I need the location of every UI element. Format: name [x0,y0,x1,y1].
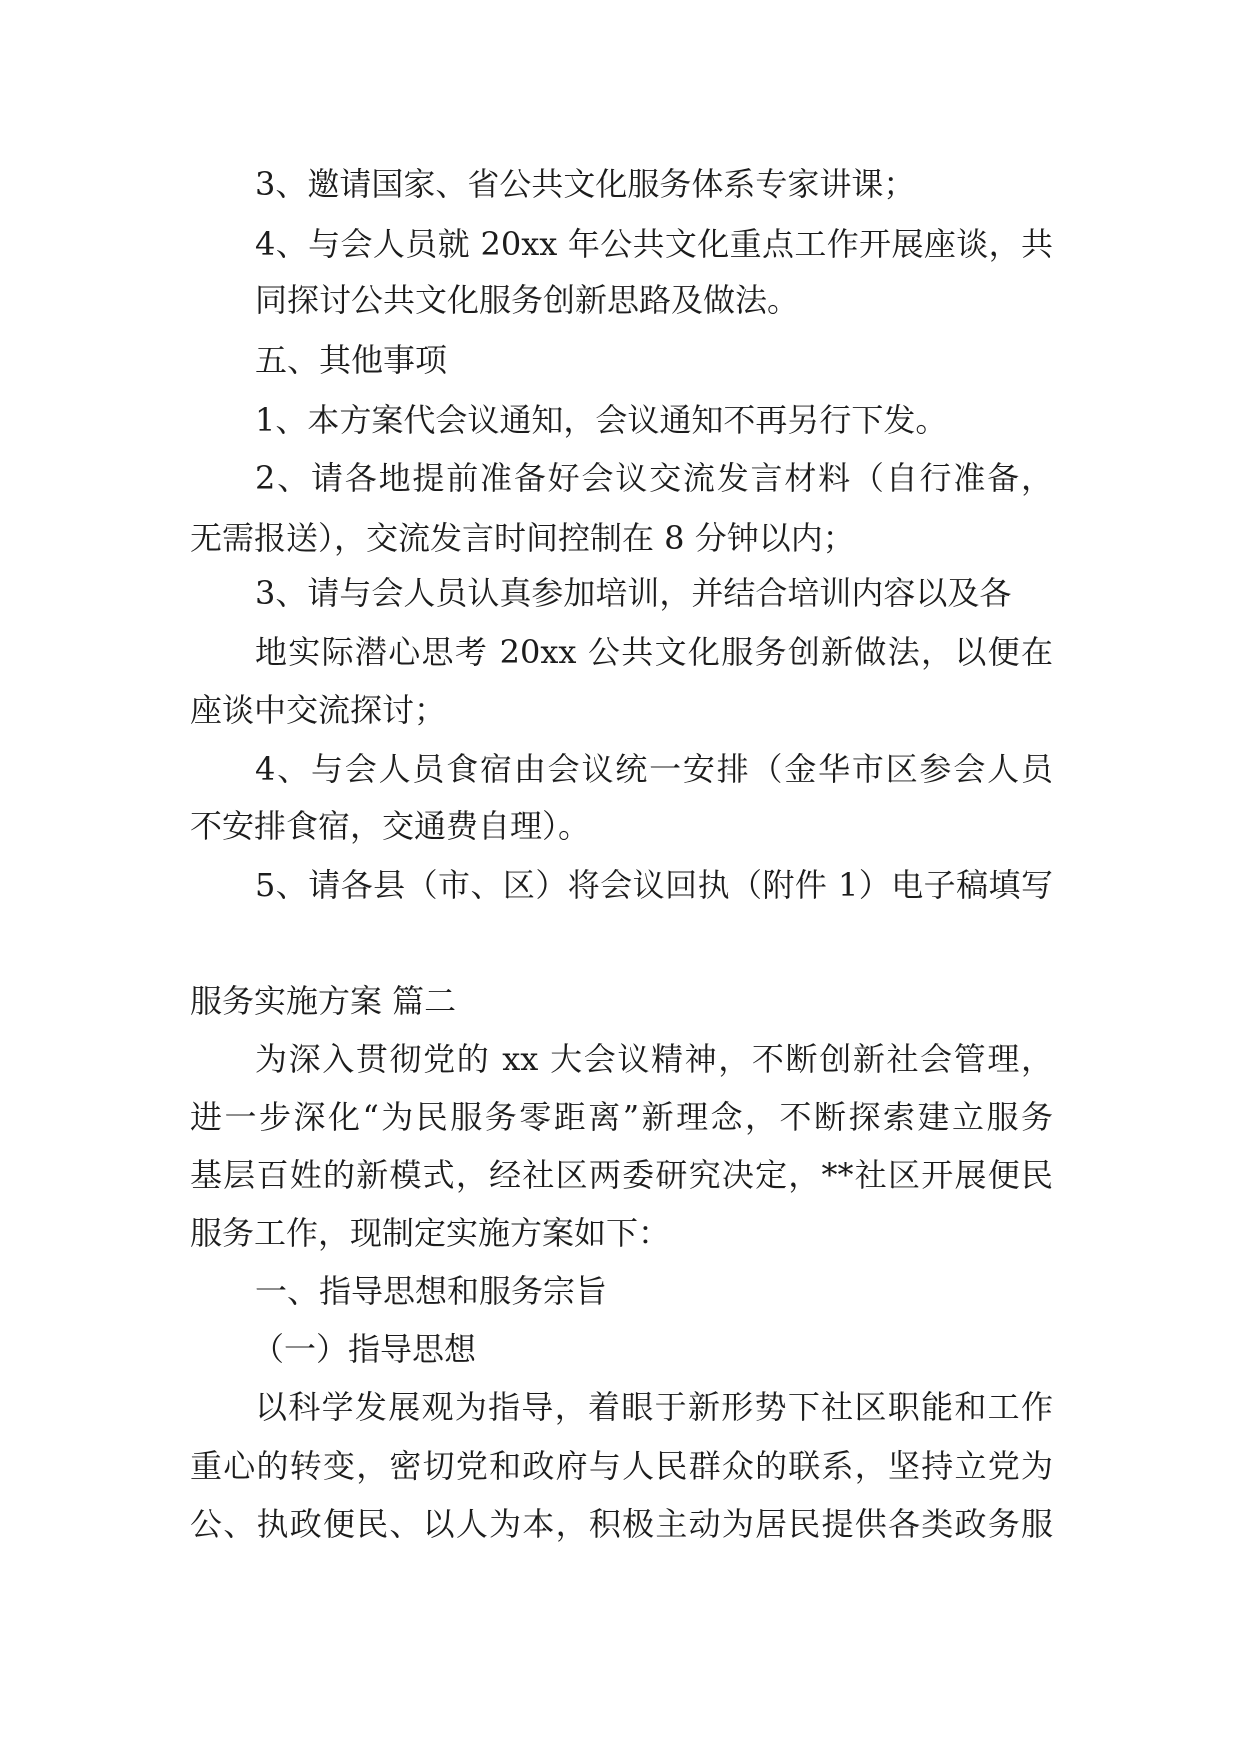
other-matters-item-2-line-1: 2、请各地提前准备好会议交流发言材料（自行准备， [255,459,1053,497]
section-heading-guiding-principles: 一、指导思想和服务宗旨 [255,1272,608,1310]
intro-paragraph-line-4: 服务工作，现制定实施方案如下： [190,1214,671,1252]
subsection-heading-guiding-ideology: （一）指导思想 [252,1330,477,1368]
agenda-item-4-line-2: 同探讨公共文化服务创新思路及做法。 [255,281,800,319]
agenda-item-3: 3、邀请国家、省公共文化服务体系专家讲课； [255,165,916,203]
intro-paragraph-line-1: 为深入贯彻党的 xx 大会议精神，不断创新社会管理， [255,1040,1053,1078]
other-matters-item-4-line-2: 不安排食宿，交通费自理）。 [190,807,591,845]
other-matters-item-5-line-1: 5、请各县（市、区）将会议回执（附件 1）电子稿填写 [255,866,1053,904]
other-matters-item-1: 1、本方案代会议通知，会议通知不再另行下发。 [255,401,948,439]
other-matters-item-4-line-1: 4、与会人员食宿由会议统一安排（金华市区参会人员 [255,750,1053,788]
body-paragraph-line-3: 公、执政便民、以人为本，积极主动为居民提供各类政务服 [190,1505,1053,1543]
other-matters-item-3-line-3: 座谈中交流探讨； [190,691,447,729]
body-paragraph-line-2: 重心的转变，密切党和政府与人民群众的联系，坚持立党为 [190,1447,1053,1485]
other-matters-item-3-line-1: 3、请与会人员认真参加培训，并结合培训内容以及各 [255,574,1012,612]
document-title-part-2: 服务实施方案 篇二 [190,982,457,1020]
intro-paragraph-line-2: 进一步深化“为民服务零距离”新理念，不断探索建立服务 [190,1098,1053,1136]
other-matters-item-2-line-2: 无需报送），交流发言时间控制在 8 分钟以内； [190,519,855,557]
intro-paragraph-line-3: 基层百姓的新模式，经社区两委研究决定，**社区开展便民 [190,1156,1053,1194]
body-paragraph-line-1: 以科学发展观为指导，着眼于新形势下社区职能和工作 [255,1388,1053,1426]
section-heading-other-matters: 五、其他事项 [255,341,448,379]
agenda-item-4-line-1: 4、与会人员就 20xx 年公共文化重点工作开展座谈，共 [255,225,1053,263]
other-matters-item-3-line-2: 地实际潜心思考 20xx 公共文化服务创新做法，以便在 [255,633,1053,671]
